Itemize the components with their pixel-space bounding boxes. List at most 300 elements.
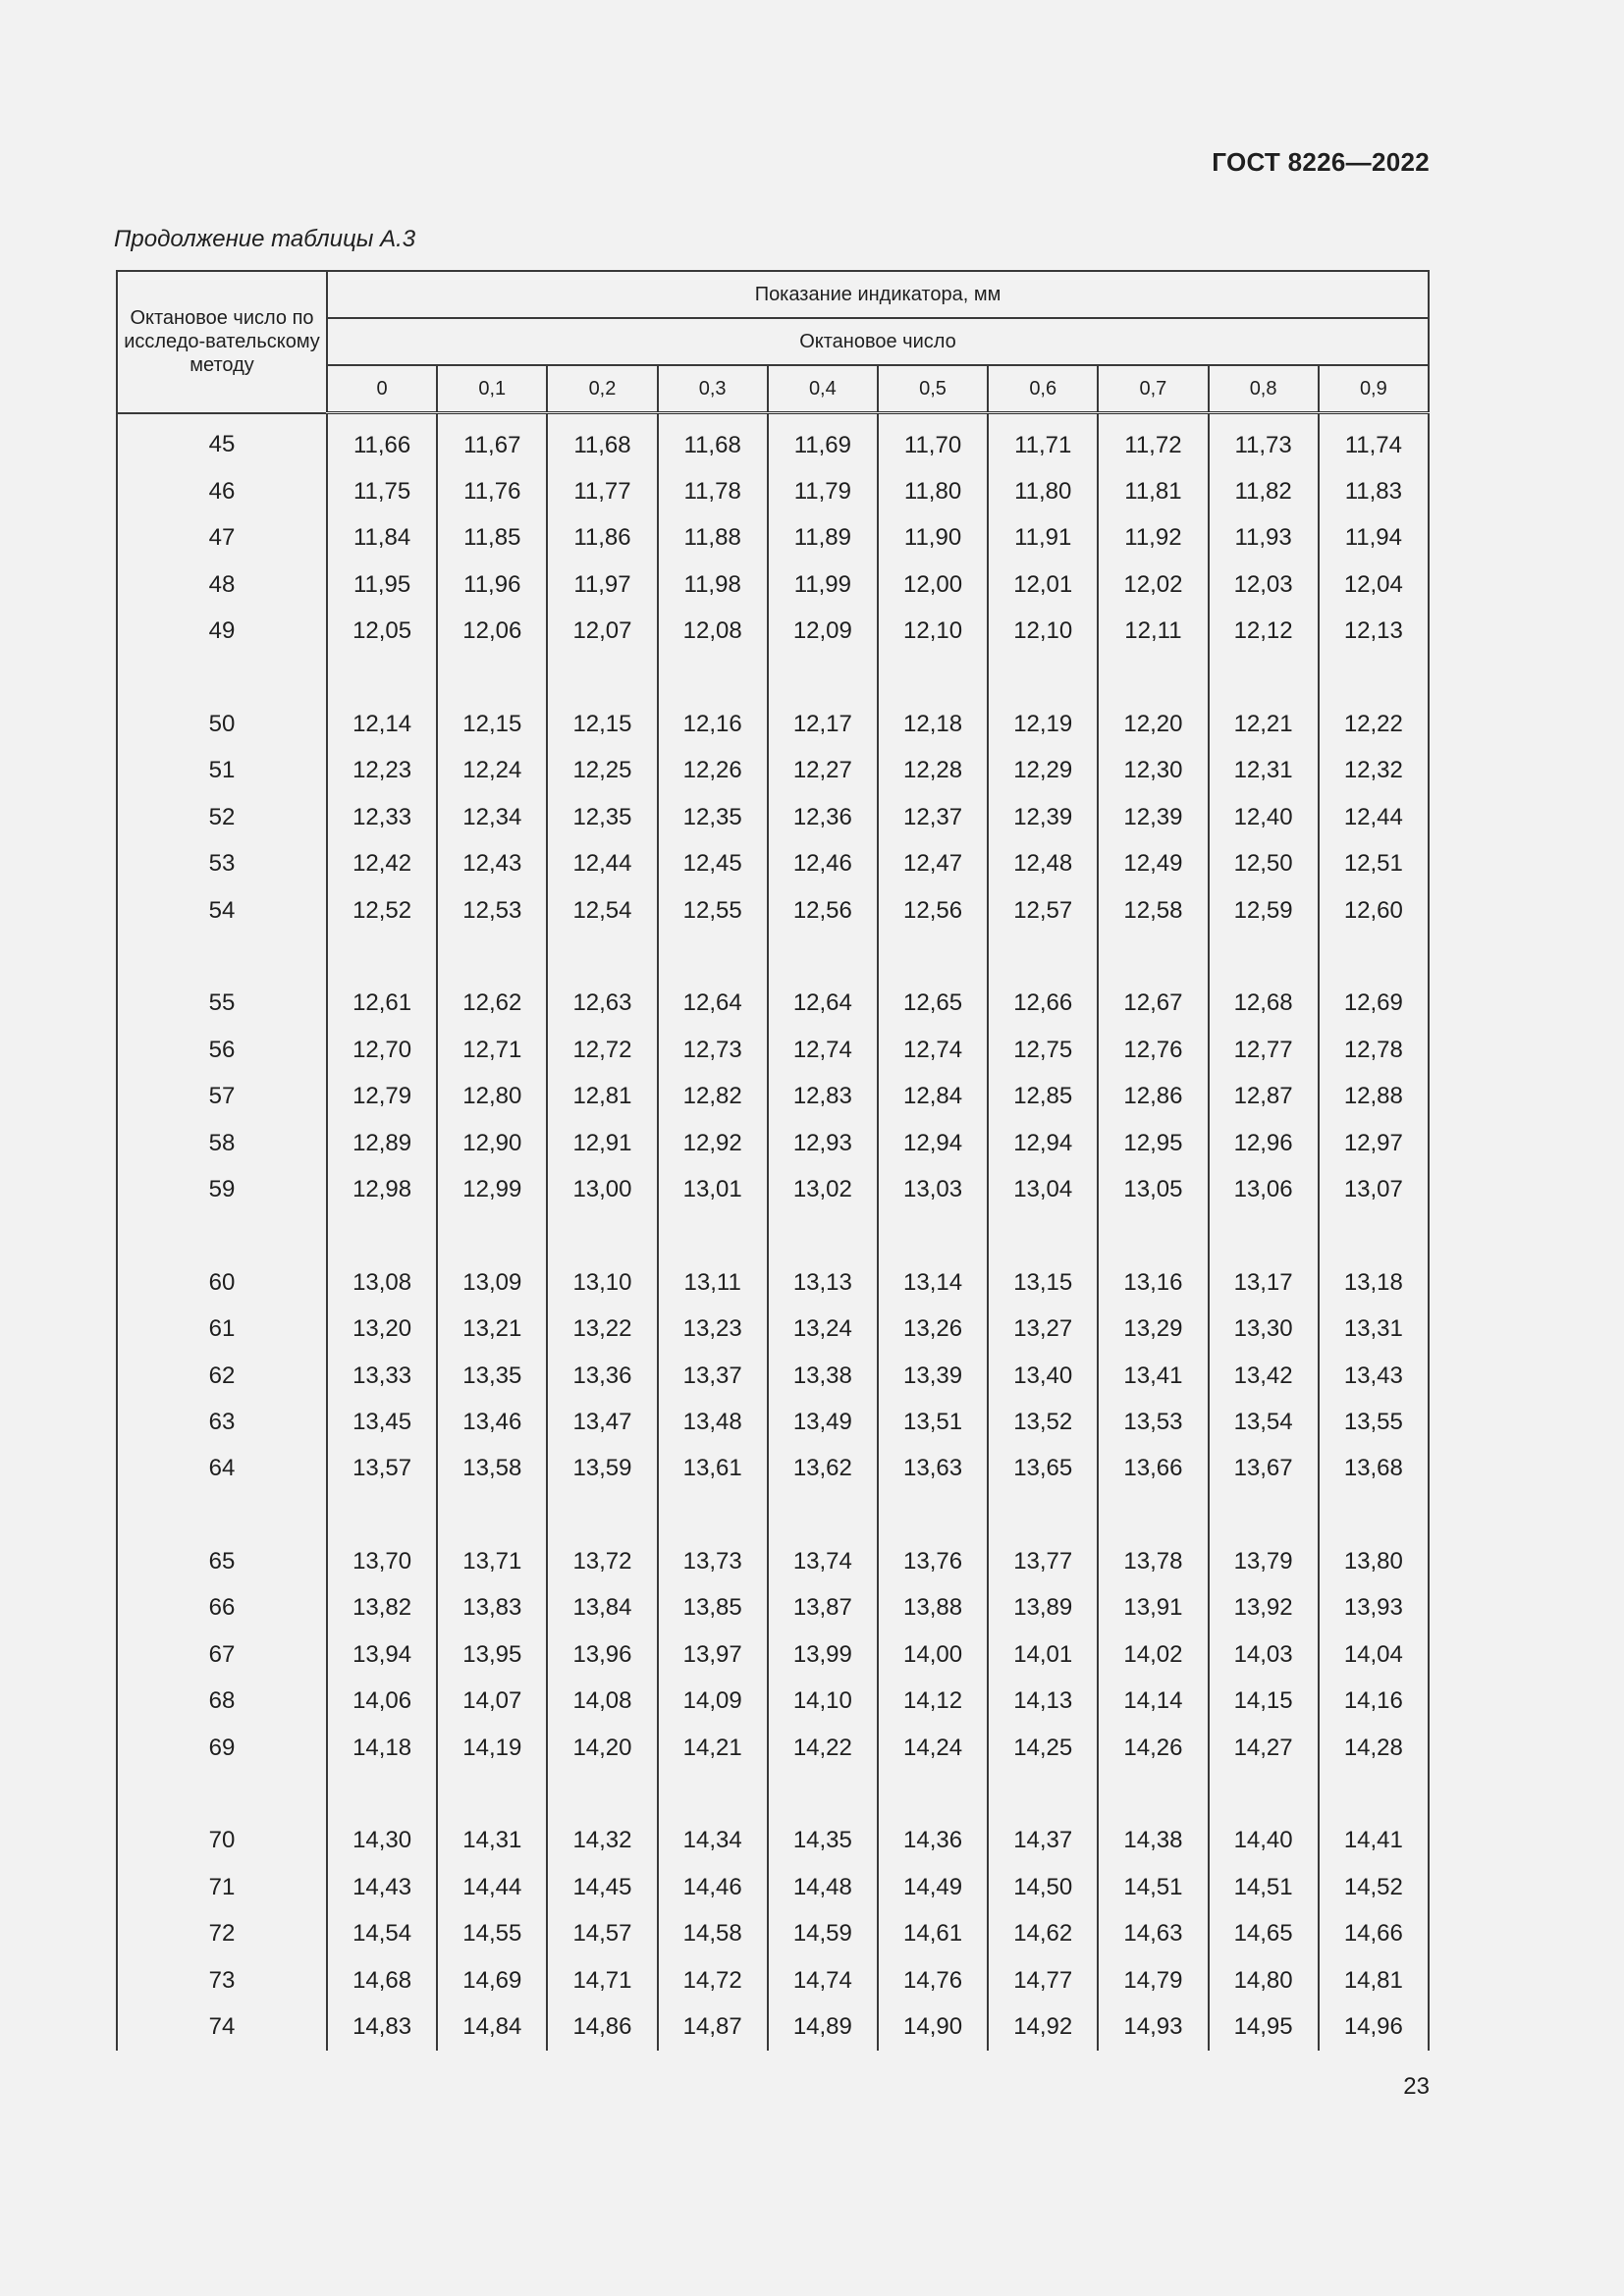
table-cell: 12,49 xyxy=(1098,841,1208,887)
table-cell: 13,92 xyxy=(1209,1585,1319,1631)
table-cell: 14,07 xyxy=(437,1679,547,1725)
table-cell: 12,03 xyxy=(1209,561,1319,608)
table-cell: 12,05 xyxy=(327,609,437,655)
table-cell: 11,81 xyxy=(1098,468,1208,514)
table-cell: 11,76 xyxy=(437,468,547,514)
table-cell: 11,75 xyxy=(327,468,437,514)
table-cell: 13,73 xyxy=(658,1538,768,1584)
table-cell: 12,18 xyxy=(878,701,988,747)
spacer-cell xyxy=(768,1492,878,1538)
row-label: 53 xyxy=(117,841,327,887)
table-cell: 14,55 xyxy=(437,1911,547,1957)
table-cell: 13,16 xyxy=(1098,1259,1208,1306)
table-cell: 14,16 xyxy=(1319,1679,1429,1725)
table-cell: 14,87 xyxy=(658,2003,768,2050)
table-cell: 13,57 xyxy=(327,1446,437,1492)
row-label: 69 xyxy=(117,1725,327,1771)
table-cell: 12,82 xyxy=(658,1073,768,1119)
table-cell: 12,44 xyxy=(1319,794,1429,840)
table-cell: 13,47 xyxy=(547,1399,657,1445)
sub-header: Октановое число xyxy=(327,318,1429,365)
table-cell: 14,46 xyxy=(658,1864,768,1910)
table-cell: 13,38 xyxy=(768,1353,878,1399)
table-cell: 12,01 xyxy=(988,561,1098,608)
table-cell: 12,60 xyxy=(1319,887,1429,934)
table-row xyxy=(117,561,1429,608)
table-cell: 12,90 xyxy=(437,1120,547,1166)
spacer-cell xyxy=(547,934,657,980)
row-label: 56 xyxy=(117,1027,327,1073)
table-cell: 11,84 xyxy=(327,515,437,561)
table-cell: 13,70 xyxy=(327,1538,437,1584)
table-row xyxy=(117,1631,1429,1678)
row-label: 47 xyxy=(117,515,327,561)
table-cell: 12,80 xyxy=(437,1073,547,1119)
table-cell: 14,31 xyxy=(437,1818,547,1864)
table-cell: 12,27 xyxy=(768,748,878,794)
table-cell: 14,49 xyxy=(878,1864,988,1910)
spacer-cell xyxy=(327,655,437,701)
table-cell: 14,09 xyxy=(658,1679,768,1725)
spacer-cell xyxy=(878,655,988,701)
table-cell: 14,27 xyxy=(1209,1725,1319,1771)
table-cell: 13,30 xyxy=(1209,1306,1319,1352)
row-label: 45 xyxy=(117,413,327,469)
table-cell: 14,74 xyxy=(768,1957,878,2003)
table-header xyxy=(117,271,1429,413)
table-cell: 11,86 xyxy=(547,515,657,561)
table-cell: 14,26 xyxy=(1098,1725,1208,1771)
table-cell: 12,51 xyxy=(1319,841,1429,887)
row-label: 46 xyxy=(117,468,327,514)
table-cell: 14,14 xyxy=(1098,1679,1208,1725)
column-header: 0,3 xyxy=(658,365,768,413)
table-cell: 13,22 xyxy=(547,1306,657,1352)
table-cell: 11,68 xyxy=(547,413,657,469)
spacer-cell xyxy=(768,655,878,701)
table-cell: 13,35 xyxy=(437,1353,547,1399)
table-row xyxy=(117,1679,1429,1725)
table-cell: 11,89 xyxy=(768,515,878,561)
table-cell: 13,24 xyxy=(768,1306,878,1352)
table-row xyxy=(117,1818,1429,1864)
table-cell: 13,76 xyxy=(878,1538,988,1584)
row-header: Октановое число по исследо-вательскому методу xyxy=(117,271,327,413)
table-cell: 12,24 xyxy=(437,748,547,794)
table-cell: 12,87 xyxy=(1209,1073,1319,1119)
table-row xyxy=(117,1399,1429,1445)
table-cell: 14,90 xyxy=(878,2003,988,2050)
table-cell: 14,37 xyxy=(988,1818,1098,1864)
table-cell: 13,49 xyxy=(768,1399,878,1445)
table-cell: 11,90 xyxy=(878,515,988,561)
table-cell: 14,40 xyxy=(1209,1818,1319,1864)
table-cell: 12,56 xyxy=(768,887,878,934)
table-cell: 13,37 xyxy=(658,1353,768,1399)
spacer-cell xyxy=(1319,1213,1429,1259)
table-cell: 12,30 xyxy=(1098,748,1208,794)
table-cell: 12,57 xyxy=(988,887,1098,934)
table-cell: 13,79 xyxy=(1209,1538,1319,1584)
table-cell: 13,97 xyxy=(658,1631,768,1678)
table-cell: 12,17 xyxy=(768,701,878,747)
group-header: Показание индикатора, мм xyxy=(327,271,1429,318)
table-cell: 14,69 xyxy=(437,1957,547,2003)
table-cell: 11,71 xyxy=(988,413,1098,469)
group-spacer xyxy=(117,1771,1429,1817)
table-cell: 12,47 xyxy=(878,841,988,887)
table-cell: 14,57 xyxy=(547,1911,657,1957)
table-cell: 12,97 xyxy=(1319,1120,1429,1166)
spacer-cell xyxy=(878,1771,988,1817)
table-cell: 12,84 xyxy=(878,1073,988,1119)
table-row xyxy=(117,887,1429,934)
row-label: 50 xyxy=(117,701,327,747)
table-cell: 14,52 xyxy=(1319,1864,1429,1910)
row-label: 52 xyxy=(117,794,327,840)
table-cell: 14,68 xyxy=(327,1957,437,2003)
table-cell: 13,02 xyxy=(768,1166,878,1212)
table-cell: 14,19 xyxy=(437,1725,547,1771)
table-cell: 13,11 xyxy=(658,1259,768,1306)
table-cell: 14,65 xyxy=(1209,1911,1319,1957)
spacer-cell xyxy=(1319,655,1429,701)
table-cell: 13,48 xyxy=(658,1399,768,1445)
table-cell: 13,18 xyxy=(1319,1259,1429,1306)
table-cell: 14,01 xyxy=(988,1631,1098,1678)
table-cell: 12,76 xyxy=(1098,1027,1208,1073)
table-cell: 11,88 xyxy=(658,515,768,561)
table-cell: 13,15 xyxy=(988,1259,1098,1306)
table-cell: 11,80 xyxy=(988,468,1098,514)
table-cell: 12,68 xyxy=(1209,981,1319,1027)
table-cell: 12,14 xyxy=(327,701,437,747)
spacer-cell xyxy=(878,1213,988,1259)
table-row xyxy=(117,1073,1429,1119)
table-row xyxy=(117,1538,1429,1584)
spacer-cell xyxy=(327,1771,437,1817)
table-cell: 12,10 xyxy=(988,609,1098,655)
table-cell: 14,86 xyxy=(547,2003,657,2050)
table-cell: 14,21 xyxy=(658,1725,768,1771)
table-cell: 12,88 xyxy=(1319,1073,1429,1119)
table-cell: 13,77 xyxy=(988,1538,1098,1584)
table-cell: 12,33 xyxy=(327,794,437,840)
table-cell: 14,32 xyxy=(547,1818,657,1864)
table-cell: 12,15 xyxy=(437,701,547,747)
table-cell: 12,31 xyxy=(1209,748,1319,794)
table-cell: 12,69 xyxy=(1319,981,1429,1027)
table-cell: 13,84 xyxy=(547,1585,657,1631)
table-row xyxy=(117,1911,1429,1957)
spacer-cell xyxy=(1098,1213,1208,1259)
table-cell: 12,16 xyxy=(658,701,768,747)
table-cell: 12,20 xyxy=(1098,701,1208,747)
row-label: 68 xyxy=(117,1679,327,1725)
table-cell: 14,84 xyxy=(437,2003,547,2050)
spacer-cell xyxy=(327,1492,437,1538)
table-cell: 12,26 xyxy=(658,748,768,794)
spacer-cell xyxy=(327,1213,437,1259)
table-cell: 12,35 xyxy=(658,794,768,840)
spacer-cell xyxy=(547,655,657,701)
table-cell: 14,51 xyxy=(1098,1864,1208,1910)
spacer-cell xyxy=(117,655,327,701)
row-label: 72 xyxy=(117,1911,327,1957)
table-cell: 13,10 xyxy=(547,1259,657,1306)
spacer-cell xyxy=(1209,1771,1319,1817)
table-cell: 13,74 xyxy=(768,1538,878,1584)
table-cell: 13,59 xyxy=(547,1446,657,1492)
table-row xyxy=(117,1725,1429,1771)
table-cell: 12,29 xyxy=(988,748,1098,794)
table-cell: 14,45 xyxy=(547,1864,657,1910)
table-cell: 13,93 xyxy=(1319,1585,1429,1631)
table-cell: 12,45 xyxy=(658,841,768,887)
table-cell: 14,93 xyxy=(1098,2003,1208,2050)
table-cell: 12,21 xyxy=(1209,701,1319,747)
table-cell: 12,00 xyxy=(878,561,988,608)
table-cell: 11,79 xyxy=(768,468,878,514)
table-cell: 14,00 xyxy=(878,1631,988,1678)
spacer-cell xyxy=(988,1492,1098,1538)
table-cell: 12,15 xyxy=(547,701,657,747)
table-cell: 12,75 xyxy=(988,1027,1098,1073)
row-label: 54 xyxy=(117,887,327,934)
table-cell: 13,55 xyxy=(1319,1399,1429,1445)
table-cell: 12,10 xyxy=(878,609,988,655)
spacer-cell xyxy=(117,934,327,980)
group-spacer xyxy=(117,934,1429,980)
table-row xyxy=(117,468,1429,514)
spacer-cell xyxy=(437,1213,547,1259)
table-cell: 12,95 xyxy=(1098,1120,1208,1166)
table-cell: 14,44 xyxy=(437,1864,547,1910)
spacer-cell xyxy=(658,1213,768,1259)
table-cell: 14,38 xyxy=(1098,1818,1208,1864)
table-cell: 13,82 xyxy=(327,1585,437,1631)
spacer-cell xyxy=(1098,934,1208,980)
table-cell: 12,40 xyxy=(1209,794,1319,840)
table-cell: 14,66 xyxy=(1319,1911,1429,1957)
table-cell: 14,36 xyxy=(878,1818,988,1864)
table-cell: 12,53 xyxy=(437,887,547,934)
table-cell: 13,62 xyxy=(768,1446,878,1492)
table-cell: 11,93 xyxy=(1209,515,1319,561)
table-row xyxy=(117,1957,1429,2003)
spacer-cell xyxy=(1098,1492,1208,1538)
spacer-cell xyxy=(437,1492,547,1538)
table-cell: 13,51 xyxy=(878,1399,988,1445)
table-cell: 12,37 xyxy=(878,794,988,840)
table-cell: 14,76 xyxy=(878,1957,988,2003)
table-cell: 13,53 xyxy=(1098,1399,1208,1445)
table-row xyxy=(117,1585,1429,1631)
spacer-cell xyxy=(547,1492,657,1538)
table-cell: 12,85 xyxy=(988,1073,1098,1119)
table-row xyxy=(117,1446,1429,1492)
row-label: 55 xyxy=(117,981,327,1027)
table-cell: 12,77 xyxy=(1209,1027,1319,1073)
table-cell: 13,91 xyxy=(1098,1585,1208,1631)
table-cell: 12,86 xyxy=(1098,1073,1208,1119)
spacer-cell xyxy=(117,1771,327,1817)
table-caption: Продолжение таблицы А.3 xyxy=(114,226,416,252)
row-label: 65 xyxy=(117,1538,327,1584)
data-table xyxy=(116,270,1430,2051)
spacer-cell xyxy=(768,1213,878,1259)
spacer-cell xyxy=(658,1492,768,1538)
table-cell: 13,23 xyxy=(658,1306,768,1352)
table-cell: 14,30 xyxy=(327,1818,437,1864)
spacer-cell xyxy=(878,1492,988,1538)
spacer-cell xyxy=(1209,1213,1319,1259)
table-cell: 13,71 xyxy=(437,1538,547,1584)
column-header: 0,2 xyxy=(547,365,657,413)
column-header: 0,1 xyxy=(437,365,547,413)
table-row xyxy=(117,981,1429,1027)
table-cell: 11,96 xyxy=(437,561,547,608)
row-label: 63 xyxy=(117,1399,327,1445)
table-cell: 12,62 xyxy=(437,981,547,1027)
table-cell: 13,67 xyxy=(1209,1446,1319,1492)
table-cell: 13,63 xyxy=(878,1446,988,1492)
table-row xyxy=(117,1259,1429,1306)
spacer-cell xyxy=(1098,1771,1208,1817)
row-label: 73 xyxy=(117,1957,327,2003)
table-cell: 12,46 xyxy=(768,841,878,887)
table-cell: 12,39 xyxy=(1098,794,1208,840)
table-cell: 13,33 xyxy=(327,1353,437,1399)
table-cell: 12,81 xyxy=(547,1073,657,1119)
table-cell: 12,73 xyxy=(658,1027,768,1073)
table-cell: 13,07 xyxy=(1319,1166,1429,1212)
table-cell: 14,80 xyxy=(1209,1957,1319,2003)
table-cell: 12,64 xyxy=(768,981,878,1027)
table-row xyxy=(117,748,1429,794)
table-cell: 13,46 xyxy=(437,1399,547,1445)
table-cell: 12,48 xyxy=(988,841,1098,887)
spacer-cell xyxy=(327,934,437,980)
table-cell: 11,92 xyxy=(1098,515,1208,561)
table-cell: 11,67 xyxy=(437,413,547,469)
table-cell: 13,13 xyxy=(768,1259,878,1306)
group-spacer xyxy=(117,655,1429,701)
row-label: 49 xyxy=(117,609,327,655)
spacer-cell xyxy=(988,655,1098,701)
table-cell: 13,65 xyxy=(988,1446,1098,1492)
column-header: 0,5 xyxy=(878,365,988,413)
column-header: 0,6 xyxy=(988,365,1098,413)
spacer-cell xyxy=(437,934,547,980)
table-cell: 11,78 xyxy=(658,468,768,514)
spacer-cell xyxy=(1319,1771,1429,1817)
table-cell: 13,06 xyxy=(1209,1166,1319,1212)
table-row xyxy=(117,1120,1429,1166)
table-cell: 14,18 xyxy=(327,1725,437,1771)
table-row xyxy=(117,2003,1429,2050)
table-row xyxy=(117,413,1429,469)
table-cell: 13,04 xyxy=(988,1166,1098,1212)
table-cell: 14,43 xyxy=(327,1864,437,1910)
table-cell: 13,94 xyxy=(327,1631,437,1678)
table-cell: 13,95 xyxy=(437,1631,547,1678)
spacer-cell xyxy=(117,1213,327,1259)
table-cell: 12,58 xyxy=(1098,887,1208,934)
table-cell: 11,83 xyxy=(1319,468,1429,514)
table-row xyxy=(117,1353,1429,1399)
table-cell: 12,52 xyxy=(327,887,437,934)
table-cell: 13,40 xyxy=(988,1353,1098,1399)
table-cell: 13,31 xyxy=(1319,1306,1429,1352)
table-cell: 12,07 xyxy=(547,609,657,655)
table-cell: 12,09 xyxy=(768,609,878,655)
table-cell: 11,70 xyxy=(878,413,988,469)
table-cell: 13,42 xyxy=(1209,1353,1319,1399)
table-cell: 13,43 xyxy=(1319,1353,1429,1399)
table-row xyxy=(117,1864,1429,1910)
table-cell: 13,29 xyxy=(1098,1306,1208,1352)
spacer-cell xyxy=(988,934,1098,980)
table-cell: 13,41 xyxy=(1098,1353,1208,1399)
table-cell: 13,80 xyxy=(1319,1538,1429,1584)
table-cell: 11,68 xyxy=(658,413,768,469)
table-cell: 14,15 xyxy=(1209,1679,1319,1725)
table-cell: 12,44 xyxy=(547,841,657,887)
table-cell: 13,72 xyxy=(547,1538,657,1584)
table-cell: 13,88 xyxy=(878,1585,988,1631)
table-cell: 12,83 xyxy=(768,1073,878,1119)
table-cell: 14,89 xyxy=(768,2003,878,2050)
table-cell: 13,17 xyxy=(1209,1259,1319,1306)
table-cell: 12,70 xyxy=(327,1027,437,1073)
table-cell: 12,35 xyxy=(547,794,657,840)
table-cell: 14,35 xyxy=(768,1818,878,1864)
table-cell: 14,08 xyxy=(547,1679,657,1725)
table-cell: 13,21 xyxy=(437,1306,547,1352)
table-cell: 12,63 xyxy=(547,981,657,1027)
table-cell: 13,14 xyxy=(878,1259,988,1306)
spacer-cell xyxy=(117,1492,327,1538)
table-cell: 11,94 xyxy=(1319,515,1429,561)
table-cell: 13,96 xyxy=(547,1631,657,1678)
row-label: 57 xyxy=(117,1073,327,1119)
table-cell: 12,54 xyxy=(547,887,657,934)
table-cell: 13,03 xyxy=(878,1166,988,1212)
row-label: 58 xyxy=(117,1120,327,1166)
table-row xyxy=(117,701,1429,747)
table-cell: 12,23 xyxy=(327,748,437,794)
table-cell: 12,89 xyxy=(327,1120,437,1166)
table-cell: 14,22 xyxy=(768,1725,878,1771)
table-cell: 12,36 xyxy=(768,794,878,840)
row-label: 74 xyxy=(117,2003,327,2050)
table-cell: 12,02 xyxy=(1098,561,1208,608)
table-cell: 12,19 xyxy=(988,701,1098,747)
row-label: 60 xyxy=(117,1259,327,1306)
table-cell: 14,20 xyxy=(547,1725,657,1771)
row-label: 59 xyxy=(117,1166,327,1212)
table-cell: 11,66 xyxy=(327,413,437,469)
table-cell: 13,08 xyxy=(327,1259,437,1306)
group-spacer xyxy=(117,1492,1429,1538)
spacer-cell xyxy=(1098,655,1208,701)
table-cell: 14,95 xyxy=(1209,2003,1319,2050)
table-cell: 14,62 xyxy=(988,1911,1098,1957)
table-cell: 14,04 xyxy=(1319,1631,1429,1678)
table-cell: 13,61 xyxy=(658,1446,768,1492)
table-cell: 14,54 xyxy=(327,1911,437,1957)
